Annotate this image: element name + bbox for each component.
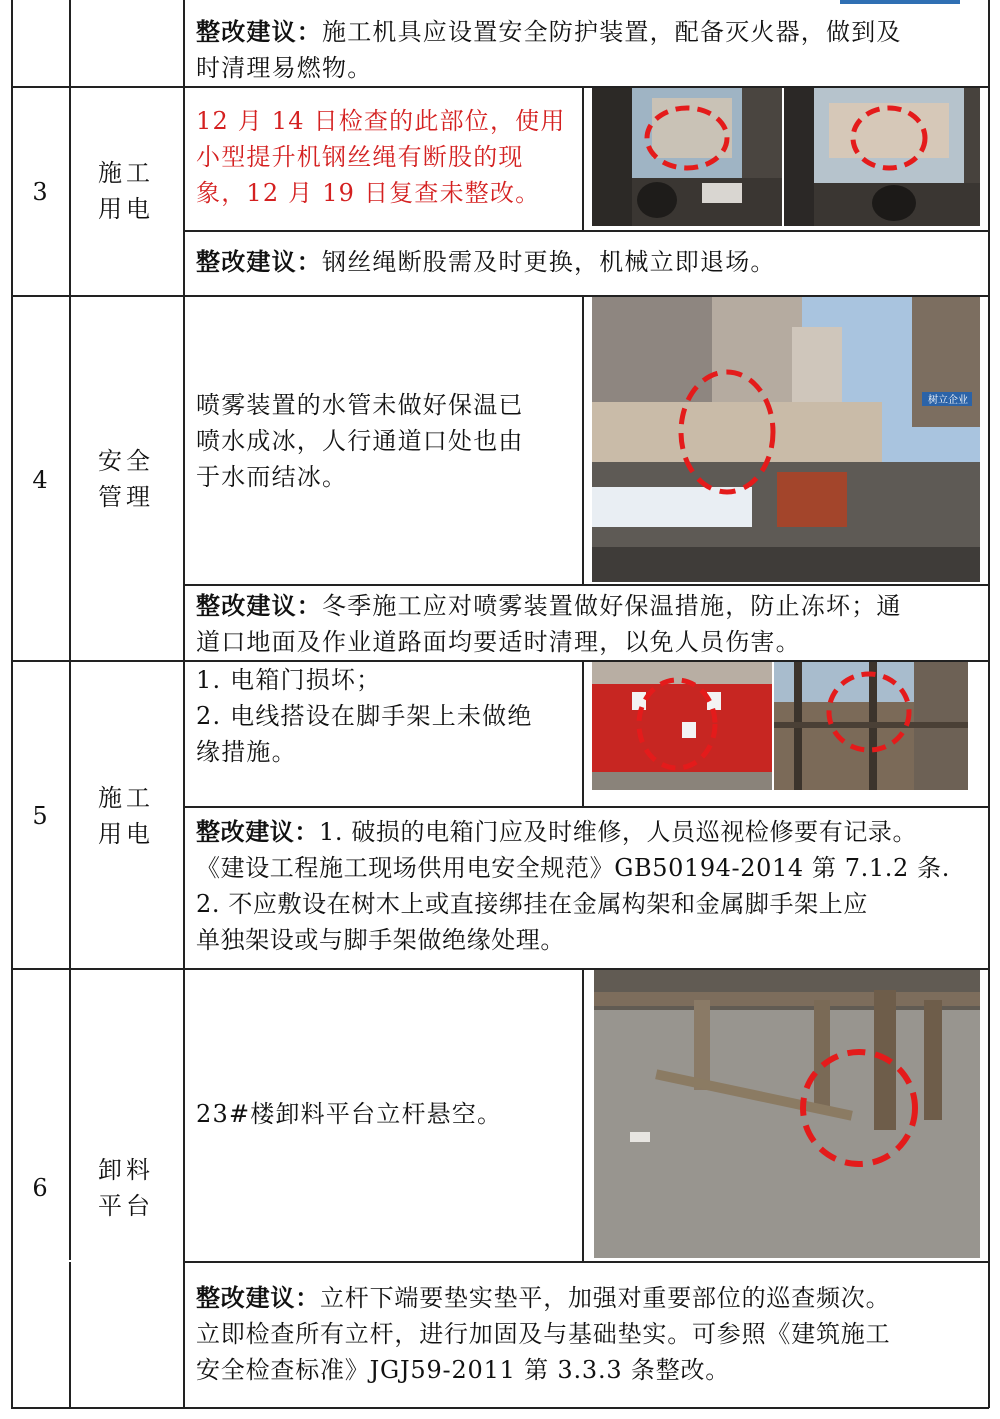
category-line: 用电 [98,195,154,223]
row-category [76,155,176,227]
col-divider-photo-r5 [582,660,584,806]
col-divider-photo-r6 [582,968,584,1262]
row-line [183,584,989,586]
finding-line: 2. 电线搭设在脚手架上未做绝 [196,702,533,730]
frozen-wall-photo [592,297,980,582]
header-logo-bar [840,0,960,4]
finding-line: 23#楼卸料平台立杆悬空。 [196,1100,503,1128]
category-line: 安全 [98,447,154,475]
category-line: 施工 [98,784,154,812]
platform-pole-photo [594,970,980,1258]
advice-text-row5: 整改建议：1. 破损的电箱门应及时维修，人员巡视检修要有记录。 《建设工程施工现场供用电安全规范》GB50194-2014 第 7.1.2 条. 2. 不应敷设在树木上或直接绑挂在金属构架和金属脚手架上应 单独架设或与脚手架做绝缘处理。 [196,817,950,954]
advice-text-row3: 整改建议：钢丝绳断股需及时更换，机械立即退场。 [196,247,776,276]
category-line: 平台 [98,1192,154,1220]
row-category [76,780,176,852]
col-divider-category [183,0,185,1408]
row-number: 5 [32,802,48,830]
scaffold-wire-photo [774,662,968,790]
finding-text-row5 [196,662,576,770]
row-line [183,1261,989,1263]
finding-text-row3 [196,103,576,211]
finding-line: 小型提升机钢丝绳有断股的现 [196,143,524,171]
finding-line: 缘措施。 [196,738,297,766]
hoist-photo-right [784,88,980,226]
photo-sign-text: 树立企业 [928,395,968,406]
row-number: 4 [32,466,48,494]
category-line: 用电 [98,820,154,848]
row-category [76,1152,176,1224]
row-category [76,443,176,515]
col-divider-photo-r4 [582,296,584,584]
col-divider-number-low [69,1262,71,1408]
col-divider-photo-r3 [582,86,584,230]
electric-box-photo [592,662,772,790]
row-number: 6 [32,1174,48,1202]
category-line: 卸料 [98,1156,154,1184]
row-number: 3 [32,178,48,206]
finding-line: 于水而结冰。 [196,463,348,491]
finding-text-row6 [196,1096,576,1132]
finding-line: 12 月 14 日检查的此部位，使用 [196,107,566,135]
table-border-right [988,0,990,1408]
finding-line: 喷雾装置的水管未做好保温已 [196,391,524,419]
category-line: 施工 [98,159,154,187]
finding-text-row4 [196,387,576,495]
advice-text-row6: 整改建议：立杆下端要垫实垫平，加强对重要部位的巡查频次。 立即检查所有立杆，进行加固及与基础垫实。可参照《建筑施工 安全检查标准》JGJ59-2011 第 3.3.3 条整改。 [196,1283,891,1384]
hoist-photo-left [592,88,782,226]
row-line [183,806,989,808]
advice-text-row4: 整改建议：冬季施工应对喷雾装置做好保温措施，防止冻坏；通 道口地面及作业道路面均要适时清理，以免人员伤害。 [196,591,902,656]
category-line: 管理 [98,483,154,511]
row-line [183,230,989,232]
finding-line: 1. 电箱门损坏； [196,666,382,694]
finding-line: 象，12 月 19 日复查未整改。 [196,179,541,207]
finding-line: 喷水成冰，人行通道口处也由 [196,427,524,455]
table-border-bottom [11,1407,989,1409]
advice-text-row-prev: 整改建议：施工机具应设置安全防护装置，配备灭火器，做到及 时清理易燃物。 [196,17,902,82]
